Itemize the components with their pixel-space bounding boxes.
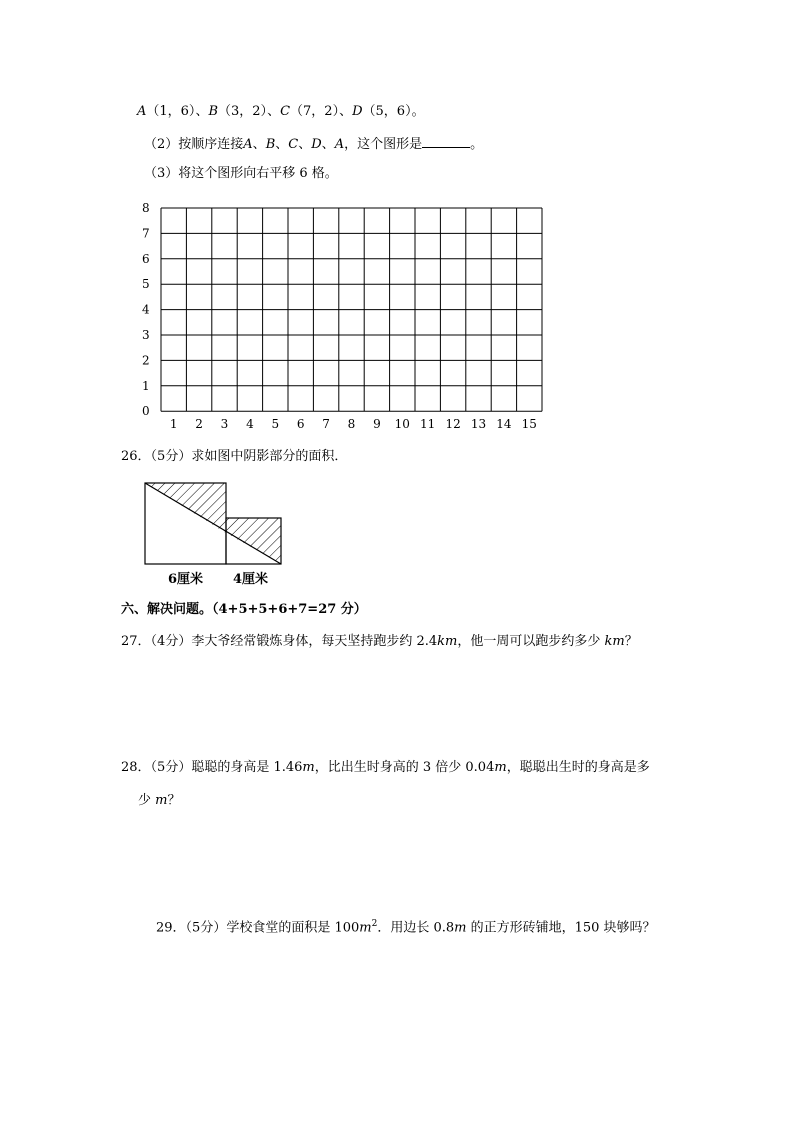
x-tick-label: 10 [394, 417, 410, 432]
separator: 、 [252, 137, 266, 152]
x-tick-label: 7 [322, 417, 330, 432]
y-tick-label: 0 [142, 404, 150, 419]
point-d-name: D [352, 104, 363, 119]
separator: 、 [267, 104, 281, 119]
period: 。 [470, 137, 484, 152]
q27-end: ？ [624, 634, 638, 649]
shaded-trapezoid [226, 518, 281, 564]
y-tick-label: 7 [142, 226, 150, 241]
x-tick-label: 3 [220, 417, 229, 432]
q29-text-end: 的正方形砖铺地，150 块够吗？ [466, 920, 656, 936]
unit-m: m [494, 760, 507, 775]
y-tick-label: 8 [142, 201, 150, 215]
unit-m: m [454, 920, 467, 936]
q28-text-end: ，聪聪出生时的身高是多 [506, 760, 650, 775]
x-tick-label: 12 [445, 417, 461, 432]
q27-question [121, 633, 638, 651]
separator: 、 [195, 104, 209, 119]
q29-question [156, 915, 656, 937]
y-axis-labels [142, 201, 150, 418]
unit-km: km [437, 634, 458, 649]
q25-part3: （3）将这个图形向右平移 6 格。 [144, 166, 338, 181]
separator: 、 [339, 104, 353, 119]
y-tick-label: 2 [142, 353, 150, 368]
x-tick-label: 8 [347, 417, 356, 432]
section-title: 六、解决问题。（4+5+5+6+7=27 分） [121, 602, 367, 617]
part2-suffix: ，这个图形是 [344, 137, 423, 152]
x-tick-label: 5 [271, 417, 280, 432]
seq-c: C [288, 137, 299, 152]
answer-blank[interactable] [422, 135, 470, 148]
x-tick-label: 1 [169, 417, 178, 432]
x-tick-label: 11 [420, 417, 436, 432]
q27-text: 27．（4分）李大爷经常锻炼身体，每天坚持跑步约 2.4 [121, 634, 438, 649]
x-tick-label: 9 [373, 417, 381, 432]
q28-line2-text: 少 [138, 793, 156, 808]
q26-question: 26．（5分）求如图中阴影部分的面积． [121, 449, 348, 464]
unit-m: m [359, 920, 372, 936]
point-d-coord: （5，6） [362, 104, 412, 119]
coordinate-grid [130, 196, 560, 432]
q28-text: 28．（5分）聪聪的身高是 1.46 [121, 760, 303, 775]
point-c-coord: （7，2） [290, 104, 340, 119]
q28-question-line2 [138, 792, 180, 810]
unit-km: km [604, 634, 625, 649]
separator: 、 [275, 137, 289, 152]
unit-m: m [155, 793, 168, 808]
q25-part2 [144, 135, 483, 154]
seq-d: D [311, 137, 322, 152]
q25-points-line [137, 103, 425, 121]
shaded-figure [140, 478, 290, 590]
y-tick-label: 3 [142, 328, 150, 342]
x-tick-label: 4 [246, 417, 254, 432]
point-b-coord: （3，2） [218, 104, 268, 119]
separator: 、 [321, 137, 335, 152]
x-tick-label: 6 [296, 417, 305, 432]
point-a-name: A [137, 104, 147, 119]
label-6cm: 6厘米 [168, 572, 204, 587]
y-tick-label: 4 [142, 302, 150, 317]
x-tick-label: 13 [470, 417, 487, 432]
q29-text-mid: ．用边长 0.8 [377, 920, 455, 936]
seq-a: A [243, 137, 253, 152]
seq-a2: A [334, 137, 345, 152]
point-b-name: B [208, 104, 219, 119]
superscript-2: 2 [371, 919, 378, 929]
x-tick-label: 14 [496, 417, 512, 432]
x-tick-label: 15 [521, 417, 537, 432]
part2-prefix: （2）按顺序连接 [144, 137, 244, 152]
point-a-coord: （1，6） [146, 104, 196, 119]
label-4cm: 4厘米 [233, 572, 269, 587]
x-tick-label: 2 [195, 417, 203, 432]
q29-text: 29．（5分）学校食堂的面积是 100 [156, 920, 360, 936]
q28-question [121, 759, 650, 777]
separator: 、 [298, 137, 312, 152]
q28-text-mid: ，比出生时身高的 3 倍少 0.04 [314, 760, 495, 775]
y-tick-label: 1 [142, 378, 150, 393]
q27-text-mid: ，他一周可以跑步约多少 [457, 634, 605, 649]
unit-m: m [302, 760, 315, 775]
y-tick-label: 6 [142, 251, 150, 266]
q28-line2-end: ？ [167, 793, 181, 808]
grid-lines [161, 208, 542, 411]
point-c-name: C [280, 104, 291, 119]
y-tick-label: 5 [142, 277, 150, 292]
x-axis-labels [170, 417, 537, 431]
seq-b: B [265, 137, 276, 152]
period: 。 [411, 104, 425, 119]
